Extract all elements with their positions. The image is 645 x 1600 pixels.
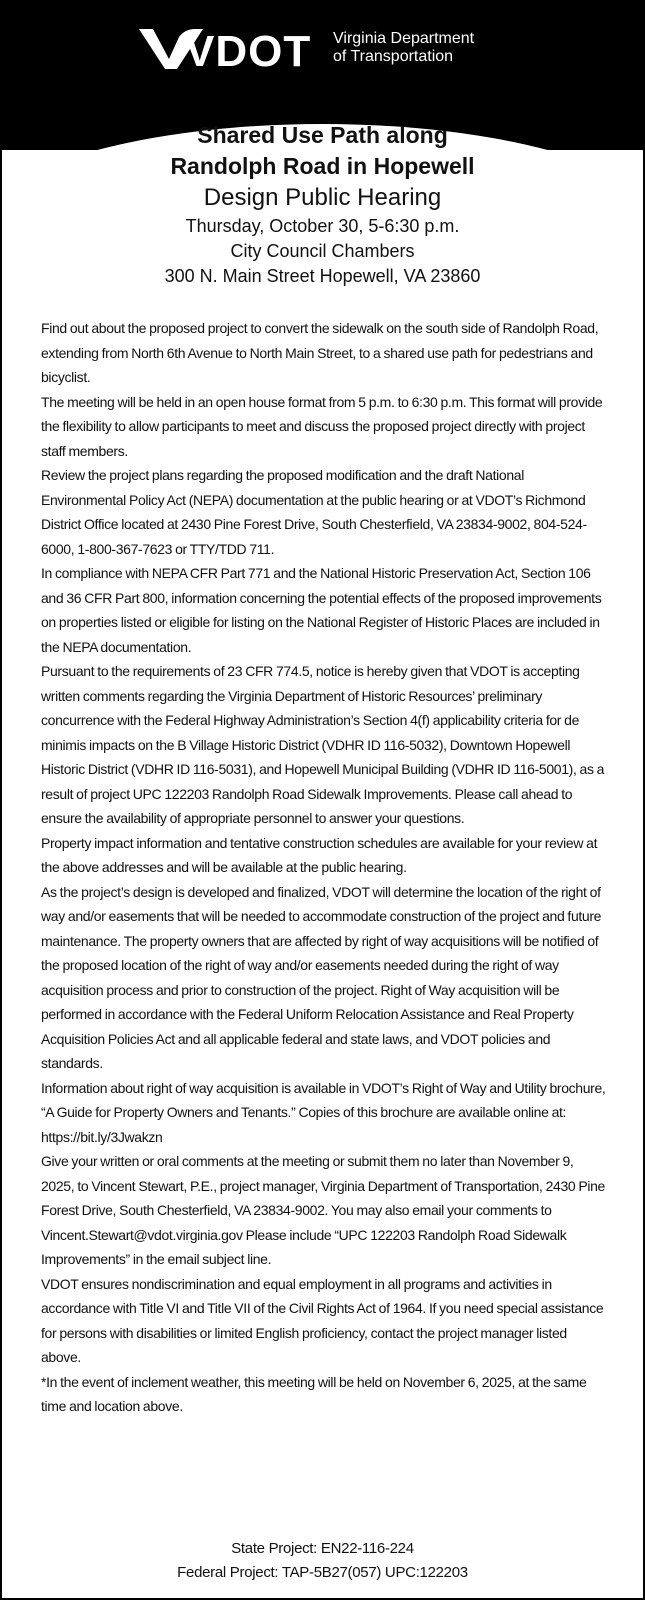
- title-block: [0, 120, 645, 289]
- vdot-logo: [137, 22, 474, 74]
- title-line-1: Shared Use Path along: [197, 122, 448, 148]
- paragraph-project-overview: Find out about the proposed project to convert the sidewalk on the south side of Randolph Road, extending from North 6th Avenue to North Main Street, to a shared use path for pedestrians and bicyclist.: [41, 320, 599, 385]
- paragraph-comments: Give your written or oral comments at the meeting or submit them no later than November 9, 2025, to Vincent Stewart, P.E., project manager, Virginia Department of Transportation, 2430 Pine Forest Drive, South Chesterfield, VA 23834-9002. You may also email your comments to Vincent.Stewart@vdot.virginia.gov Please include “UPC 122203 Randolph Road Sidewalk Improvements” in the email subject line.: [41, 1153, 605, 1267]
- vdot-logo-icon: [137, 23, 327, 73]
- state-project-number: State Project: EN22-116-224: [231, 1540, 414, 1557]
- paragraph-review-plans: Review the project plans regarding the proposed modification and the draft National Environmental Policy Act (NEPA) documentation at the public hearing or at VDOT’s Richmond District Office located at 2430 Pine Forest Drive, South Chesterfield, VA 23834-9002, 804-524-6000, 1-800-367-7623 or TTY/TDD 711.: [41, 467, 587, 557]
- hearing-date: Thursday, October 30, 5-6:30 p.m.: [185, 216, 460, 236]
- title-line-2: Randolph Road in Hopewell: [170, 153, 475, 179]
- paragraph-weather: *In the event of inclement weather, this meeting will be held on November 6, 2025, at the same time and location above.: [41, 1373, 587, 1414]
- project-footer: [0, 1537, 645, 1585]
- paragraph-nepa-compliance: In compliance with NEPA CFR Part 771 and the National Historic Preservation Act, Section 106 and 36 CFR Part 800, information concerning the potential effects of the proposed improvements on properties listed or eligible for listing on the National Register of Historic Places are included in the NEPA documentation.: [41, 565, 602, 655]
- paragraph-section-4f: Pursuant to the requirements of 23 CFR 774.5, notice is hereby given that VDOT is accepting written comments regarding the Virginia Department of Historic Resources’ preliminary concurrence with the Federal Highway Administration’s Section 4(f) applicability criteria for de minimis impacts on the B Village Historic District (VDHR ID 116-5032), Downtown Hopewell Historic District (VDHR ID 116-5031), and Hopewell Municipal Building (VDHR ID 116-5001), as a result of project UPC 122203 Randolph Road Sidewalk Improvements. Please call ahead to ensure the availability of appropriate personnel to answer your questions.: [41, 663, 605, 826]
- org-name-line2: of Transportation: [333, 48, 454, 65]
- org-name: [333, 30, 474, 66]
- federal-project-number: Federal Project: TAP-5B27(057) UPC:122203: [177, 1564, 468, 1581]
- notice-body: [41, 316, 607, 1419]
- hearing-type: Design Public Hearing: [203, 184, 442, 211]
- hearing-address: 300 N. Main Street Hopewell, VA 23860: [164, 266, 481, 286]
- paragraph-right-of-way: As the project’s design is developed and finalized, VDOT will determine the location of the right of way and/or easements that will be needed to accommodate construction of the project and future maintenance. The property owners that are affected by right of way acquisitions will be notified of the proposed location of the right of way and/or easements needed during the right of way acquisition process and prior to construction of the project. Right of Way acquisition will be performed in accordance with the Federal Uniform Relocation Assistance and Real Property Acquisition Policies Act and all applicable federal and state laws, and VDOT policies and standards.: [41, 883, 602, 1071]
- vdot-logo-wordmark: VDOT: [185, 27, 312, 73]
- paragraph-row-brochure: Information about right of way acquisition is available in VDOT’s Right of Way and Utility brochure, “A Guide for Property Owners and Tenants.” Copies of this brochure are available online at: https://bit.ly/3Jwakzn: [41, 1079, 606, 1145]
- paragraph-nondiscrimination: VDOT ensures nondiscrimination and equal employment in all programs and activities in accordance with Title VI and Title VII of the Civil Rights Act of 1964. If you need special assistance for persons with disabilities or limited English proficiency, contact the project manager listed above.: [41, 1275, 604, 1365]
- hearing-venue: City Council Chambers: [230, 241, 415, 261]
- paragraph-property-impact: Property impact information and tentative construction schedules are available for your review at the above addresses and will be available at the public hearing.: [41, 834, 598, 875]
- paragraph-meeting-format: The meeting will be held in an open house format from 5 p.m. to 6:30 p.m. This format will provide the flexibility to allow participants to meet and discuss the proposed project directly with project staff members.: [41, 393, 603, 459]
- org-name-line1: Virginia Department: [333, 30, 475, 47]
